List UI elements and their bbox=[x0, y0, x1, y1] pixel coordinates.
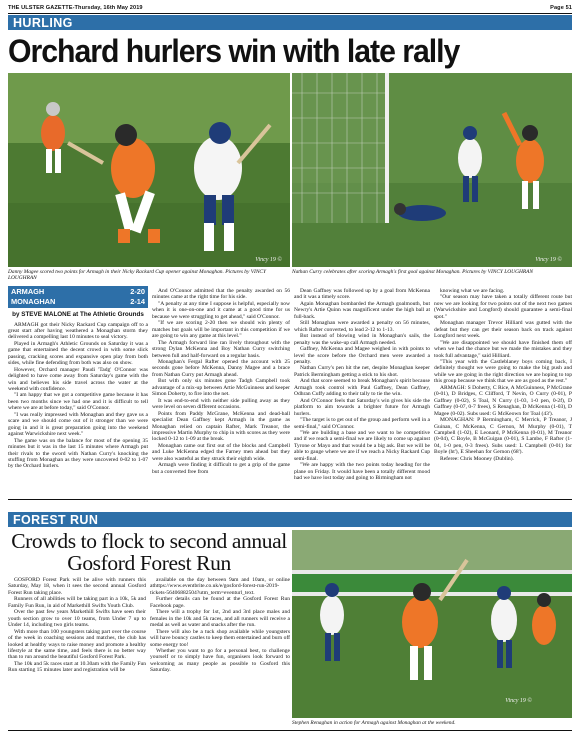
paragraph: Over the past few years Markethill Swifts have seen their youth section grow to over 10 teams, from Under 7 up to Under 14, including two girls teams. bbox=[8, 609, 146, 629]
photo-danny-magee bbox=[8, 73, 290, 267]
paragraph: There will also be a tuck shop available while youngsters will have bouncy castles to keep them entertained and burn off some energy too! bbox=[150, 628, 290, 648]
article-hurling-column-1-body bbox=[8, 322, 148, 470]
paragraph: However, Orchard manager Paudi 'Tadg' O'Connor was delighted to have come away from Saturday's game with the win and believes his side travel across the water at the weekend with confidence. bbox=[8, 366, 148, 393]
masthead-title: THE ULSTER GAZETTE-Thursday, 16th May 2019 bbox=[8, 5, 143, 11]
photo-nathan-curry bbox=[292, 73, 572, 267]
photo-danny-magee-image bbox=[8, 73, 290, 267]
photo3-watermark: Vincy 19 © bbox=[505, 698, 532, 704]
article-forest-run-column-2 bbox=[150, 577, 290, 729]
score-box bbox=[8, 286, 148, 308]
paragraph: And that score seemed to break Monaghan's spirit because Armagh took control with Paul Gaffney, Dean Gaffney, Odhran Cuffy adding to their tally to tie the win. bbox=[294, 378, 430, 398]
caption-photo-danny-magee: Danny Magee scored two points for Armagh in their Nicky Rackard Cup opener against Monaghan. Pictures by VINCY LOUGHRAN bbox=[8, 269, 267, 282]
score-row-armagh bbox=[11, 287, 145, 297]
paragraph: available on the day between 9am and 10am, or online athttps://www.eventbrite.co.uk/e/gosford-forest-run-2019-tickets-56406882504?utm_term=eventurl_text. bbox=[150, 577, 290, 596]
paragraph: It was end-to-end with neither side pulling away as they were level on seven different occasions. bbox=[152, 397, 290, 411]
paragraph: ARMAGH: S Doherty, C Rice, A McGuinness, P McGrane (0-01), D Bridges, C Clifford, T Nevin, O Curry (0-01), P Gaffney (0-02), S Toal, N Curry (1-03, 1-0 pen, 0-2f), D Gaffney (0-07, 0-7 frees), S Renaghan, D McKenna (1-03), D Magee (0-02). Subs used: G McKeown for Toal (43'). bbox=[434, 384, 572, 417]
paragraph: But instead of blowing wind in Monaghan's sails, the penalty was the wake-up call Armagh needed. bbox=[294, 333, 430, 346]
article-hurling-column-3-body bbox=[294, 288, 430, 482]
paragraph: And O'Connor admitted that the penalty awarded on 56 minutes came at the right time for his side. bbox=[152, 288, 290, 301]
paragraph: But with only six minutes gone Tadgh Campbell took advantage of a mix-up between Artie McGuinness and keeper Simon Doherty, to fire into the net. bbox=[152, 378, 290, 398]
photo1-watermark: Vincy 19 © bbox=[255, 257, 282, 263]
article-hurling-column-1 bbox=[8, 309, 148, 498]
photo-stephen-renaghan-image bbox=[292, 530, 572, 718]
paragraph: "We are happy with the two points today heading for the plane on Friday. It would have been a totally different mood had we have lost today and going to Birmingham not bbox=[294, 462, 430, 482]
paragraph: And O'Connor feels that Saturday's win gives his side the platform to aim towards a brighter future for Armagh hurlers. bbox=[294, 397, 430, 417]
photo2-watermark: Vincy 19 © bbox=[535, 257, 562, 263]
paragraph: Points from Paddy McGrane, McKenna and dead-ball specialist Dean Gaffney kept Armagh in the game as Monaghan relied on captain Rafter, Mark Treanor, the impressive Martin Murphy to chip in with scores as they were locked 0-12 to 1-09 at the break. bbox=[152, 410, 290, 443]
paragraph: Monaghan's Fergal Rafter opened the account with 25 seconds gone before McKenna, Danny Magee and a brace from Nathan Curry put Armagh ahead. bbox=[152, 358, 290, 378]
section-bar-hurling bbox=[8, 15, 572, 30]
paragraph: Still Monaghan were awarded a penalty on 56 minutes, which Rafter converted, to lead 2-12 to 1-13. bbox=[294, 320, 430, 333]
article-hurling-column-4 bbox=[434, 288, 572, 498]
score-team-armagh: ARMAGH bbox=[11, 287, 45, 296]
paragraph: ARMAGH got their Nicky Rackard Cup campaign off to a great start after having weathered a Monaghan storm they delivered a compelling last 10 minutes to seal victory. bbox=[8, 321, 148, 341]
score-team-monaghan: MONAGHAN bbox=[11, 297, 56, 306]
paragraph: Played in Armagh's Athletic Grounds on Saturday it was a game that entertained the decent crowd in with some slick passing, cracking scores and expansive open play from both sides, while fine defending from both was also on show. bbox=[8, 340, 148, 367]
paragraph: The 10k and 5k races start at 10.30am with the Family Fun Run starting 15 minutes later and registration will be bbox=[8, 660, 146, 674]
score-value-monaghan: 2-14 bbox=[130, 297, 145, 306]
caption-photo-stephen-renaghan: Stephen Renaghan in action for Armagh against Monaghan at the weekend. bbox=[292, 720, 456, 726]
paragraph: Armagh were finding it difficult to get a grip of the game but a converted free from bbox=[152, 462, 290, 475]
photo-stephen-renaghan bbox=[292, 530, 572, 718]
paragraph: Monaghan came out first out of the blocks and Campbell and Luke McKenna edged the Farney men ahead but they were also wasteful as they struck their eighth wide. bbox=[152, 442, 290, 462]
masthead-rule bbox=[8, 13, 572, 14]
article-hurling-column-2-body bbox=[152, 288, 290, 475]
paragraph: "I was really impressed with Monaghan and they gave us a scare and we should come out of it stronger than we were going in and it is great preparation going into the weekend against Warwickshire next week." bbox=[8, 411, 148, 438]
paragraph: "I am happy that we got a competitive game because it has been two months since we had one and it is difficult to tell where we are at before today," said O'Connor. bbox=[8, 392, 148, 412]
paragraph: Further details can be found at the Gosford Forest Run Facebook page. bbox=[150, 596, 290, 609]
paragraph: Again Monaghan bombarded the Armagh goalmouth, but Newry's Artie Quinn was magnificent under the high ball at full-back. bbox=[294, 300, 430, 320]
score-row-monaghan bbox=[11, 297, 145, 307]
paragraph: "Our season may have taken a totally different route but now we are looking for two points out of the next two games (Warwickshire and Longford) should guarantee a semi-final spot." bbox=[434, 294, 572, 320]
section-label-hurling: HURLING bbox=[13, 16, 73, 30]
paragraph: The game was on the balance for most of the opening 35 minutes but it was in the last 15 minutes where Armagh put their rivals to the sword with Nathan Curry's knocking the stuffing from Monaghan as they were uncovered 0-02 to 1-07 by the Orchard hurlers. bbox=[8, 437, 148, 470]
paragraph: knowing what we are facing. bbox=[440, 288, 505, 294]
section-divider bbox=[8, 499, 572, 500]
section-bar-forest-run bbox=[8, 512, 572, 527]
paragraph: Nathan Curry's pen hit the net, despite Monaghan keeper Patrick Bermingham getting a stick to his shot. bbox=[294, 365, 430, 378]
score-value-armagh: 2-20 bbox=[130, 287, 145, 296]
paragraph: "The target is to get out of the group and perform well in a semi-final," said O'Connor. bbox=[294, 417, 430, 430]
byline: by STEVE MALONE at The Athletic Grounds bbox=[12, 311, 144, 318]
paragraph: "If we are scoring 2-20 then we should win plenty of matches but goals will be important in this competition if we are going to win any game at this level." bbox=[152, 320, 290, 340]
article-forest-run-column-2-body bbox=[150, 577, 290, 674]
article-forest-run-column-1-body bbox=[8, 577, 146, 674]
paragraph: With more than 100 youngsters taking part over the course of the week in coaching sessions and matches, the club has looked at healthy ways to raise money and promote a healthy lifestyle at the same time, and feels there is no better way than to run around the beautiful Gosford Forest Park. bbox=[8, 628, 146, 661]
paragraph: MONAGHAN: P Bermingham, C Merrick, P Treanor, J Guinan, C McKenna, C Gernon, M Murphy (0-01), T Campbell (1-02), E Leonard, P McKenna (0-01), M Treanor (0-04), C Boyle, B McGuigan (0-01), S Lambe, F Rafter (1-04, 1-0 pen, 0-3 frees). Subs used: L Campbell (0-01) for Boyle (ht'), E Sheehan for Gernon (68'). bbox=[434, 417, 572, 456]
article-forest-run-column-1 bbox=[8, 577, 146, 729]
paragraph: GOSFORD Forest Park will be alive with runners this Saturday, May 18, when it sees the second annual Gosford Forest Run taking place. bbox=[8, 577, 146, 596]
paragraph: "We are building a base and we want to be competitive and if we reach a semi-final we are likely to come up against Tyrone or Mayo and that would be a big ask. But we will be able to gauge where we are if we reach a Nicky Rackard Cup semi-final. bbox=[294, 429, 430, 462]
photo-nathan-curry-image bbox=[292, 73, 572, 267]
article-hurling-column-3 bbox=[294, 288, 430, 498]
paragraph: Runners of all abilities will be taking part in a 10k, 5k and Family Fun Run, in aid of Markethill Swifts Youth Club. bbox=[8, 596, 146, 609]
paragraph: There will a trophy for 1st, 2nd and 3rd place males and females in the 10k and 5k races, and all runners will receive a medal as well as water and snacks after the run. bbox=[150, 609, 290, 629]
paragraph: Dean Gaffney was followed up by a goal from McKenna and it was a timely score. bbox=[294, 288, 430, 301]
headline-hurling: Orchard hurlers win with late rally bbox=[8, 33, 460, 69]
paragraph: The Armagh forward line ran lively throughout with the strong Dylan McKenna and Boy Nathan Curry switching between full and half-forward on a regular basis. bbox=[152, 339, 290, 359]
headline-forest-run: Crowds to flock to second annual Gosford Forest Run bbox=[11, 529, 287, 575]
paragraph: "This year with the Castleblaney boys coming back, I definitely thought we were going to make the big push and while we are going in the right direction we are hoping to top this group because we think that we are as good as the rest." bbox=[434, 358, 572, 385]
paragraph: "A penalty at any time I suppose is helpful, especially now when it is one-on-one and it came at a good time for us because we were struggling to get ahead," said O'Connor. bbox=[152, 300, 290, 320]
section-label-forest-run: FOREST RUN bbox=[13, 513, 99, 527]
paragraph: Referee: Chris Mooney (Dublin). bbox=[440, 455, 514, 462]
paragraph: "We are disappointed we should have finished them off when we had the chance but we made the mistakes and they took full advantage," said Hilliard. bbox=[434, 339, 572, 359]
paragraph: Gaffney, McKenna and Magee weighed in with points to level the score before the Orchard men were awarded a penalty. bbox=[294, 346, 430, 365]
paragraph: Whether you want to go for a personal best, to challenge yourself or to simply have fun, organisers look forward to welcoming as many people as possible to Gosford this Saturday. bbox=[150, 647, 290, 674]
paragraph: Monaghan manager Trevor Hilliard was gutted with the defeat but they can get their season back on track against Longford next week. bbox=[434, 320, 572, 340]
article-hurling-column-2 bbox=[152, 288, 290, 498]
page-number: Page 51 bbox=[550, 5, 572, 11]
bottom-rule bbox=[8, 730, 572, 731]
caption-photo-nathan-curry: Nathan Curry celebrates after scoring Armagh's first goal against Monaghan. Pictures by VINCY LOUGHRAN bbox=[292, 269, 534, 275]
article-hurling-column-4-body bbox=[434, 288, 572, 462]
